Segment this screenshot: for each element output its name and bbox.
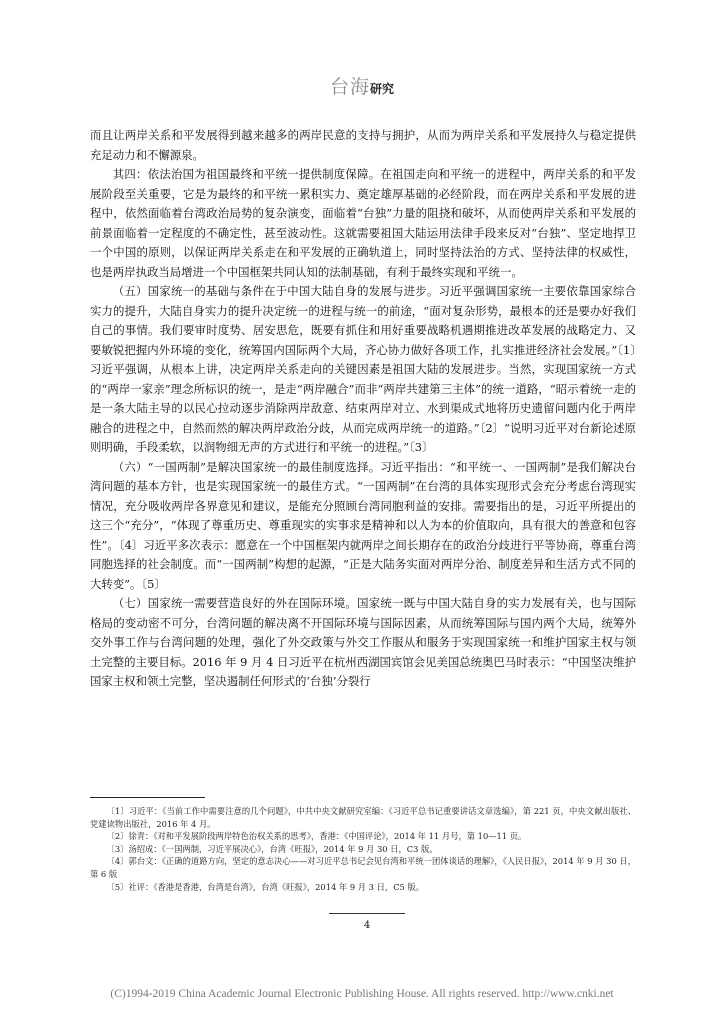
footnote-5: 〔5〕社评：《香港是香港，台湾是台湾》，台湾《旺报》，2014 年 9 月 3 日，C5 版。 bbox=[106, 881, 425, 892]
journal-header bbox=[0, 72, 724, 99]
footnote-divider bbox=[90, 797, 205, 798]
article-body bbox=[90, 126, 636, 692]
paragraph-continuation: 而且让两岸关系和平发展得到越来越多的两岸民意的支持与拥护，从而为两岸关系和平发展持久与稳定提供充足动力和不懈源泉。 bbox=[90, 128, 636, 162]
logo-text-taihai: 台海 bbox=[329, 76, 370, 98]
copyright-notice: (C)1994-2019 China Academic Journal Electronic Publishing House. All rights reserved. http://www.cnki.net bbox=[110, 988, 614, 1000]
page-number-divider bbox=[329, 913, 405, 914]
page-number: 4 bbox=[363, 920, 371, 931]
paragraph-point-four: 其四：依法治国为祖国最终和平统一提供制度保障。在祖国走向和平统一的进程中，两岸关系的和平发展阶段至关重要，它是为最终的和平统一累积实力、奠定雄厚基础的必经阶段，而在两岸关系和平发展的进程中，依然面临着台湾政治局势的复杂演变，面临着“台独”力量的阻挠和破坏，从而使两岸关系和平发展的前景面临着一定程度的不确定性，甚至波动性。这就需要祖国大陆运用法律手段来反对“台独”、坚定地捍卫一个中国的原则，以保证两岸关系走在和平发展的正确轨道上，同时坚持法治的方式、坚持法律的权威性，也是两岸执政当局增进一个中国框架共同认知的法制基础，有利于最终实现和平统一。 bbox=[90, 167, 636, 279]
footnotes bbox=[90, 805, 636, 893]
footnote-4: 〔4〕郭台文：《正确的道路方向，坚定的意志决心——对习近平总书记会见台湾和平统一团体谈话的理解》，《人民日报》，2014 年 9 月 30 日，第 6 版 bbox=[90, 856, 636, 879]
journal-logo bbox=[330, 72, 394, 99]
footnote-1: 〔1〕习近平：《当前工作中需要注意的几个问题》，中共中央文献研究室编：《习近平总书记重要讲话文章选编》，第 221 页，中央文献出版社、党建读物出版社，2016 年 4 月。 bbox=[90, 806, 636, 829]
paragraph-section-six: （六）“一国两制”是解决国家统一的最佳制度选择。习近平指出：“和平统一、一国两制”是我们解决台湾问题的基本方针，也是实现国家统一的最佳方式。“一国两制”在台湾的具体实现形式会充分考虑台湾现实情况，充分吸收两岸各界意见和建议，是能充分照顾台湾同胞利益的安排。需要指出的是，习近平所提出的这三个“充分”，“体现了尊重历史、尊重现实的实事求是精神和以人为本的价值取向，具有很大的善意和包容性”。〔4〕习近平多次表示：愿意在一个中国框架内就两岸之间长期存在的政治分歧进行平等协商，尊重台湾同胞选择的社会制度。而“一国两制”构想的起源，“正是大陆务实面对两岸分治、制度差异和生活方式不同的大转变”。〔5〕 bbox=[90, 459, 636, 591]
footnote-2: 〔2〕徐青：《对和平发展阶段两岸特色治权关系的思考》，香港：《中国评论》，2014 年 11 月号，第 10—11 页。 bbox=[106, 831, 527, 842]
paragraph-section-seven: （七）国家统一需要营造良好的外在国际环境。国家统一既与中国大陆自身的实力发展有关，也与国际格局的变动密不可分，台湾问题的解决离不开国际环境与国际因素，从而统筹国际与国内两个大局，统筹外交外事工作与台湾问题的处理，强化了外交政策与外交工作服从和服务于实现国家统一和维护国家主权与领土完整的主要目标。2016 年 9 月 4 日习近平在杭州西湖国宾馆会见美国总统奥巴马时表示：“中国坚决维护国家主权和领土完整，坚决遏制任何形式的‘台独’分裂行 bbox=[90, 596, 636, 688]
logo-text-yanjiu: 研究 bbox=[370, 82, 395, 96]
footnote-3: 〔3〕汤绍成：《一国两制，习近平展决心》，台湾《旺报》，2014 年 9 月 30 日，C3 版。 bbox=[106, 843, 438, 854]
paragraph-section-five: （五）国家统一的基础与条件在于中国大陆自身的发展与进步。习近平强调国家统一主要依靠国家综合实力的提升，大陆自身实力的提升决定统一的进程与统一的前途，“面对复杂形势，最根本的还是要办好我们自己的事情。我们要审时度势、居安思危，既要有抓住和用好重要战略机遇期推进改革发展的战略定力、又要敏锐把握内外环境的变化，统筹国内国际两个大局，齐心协力做好各项工作，扎实推进经济社会发展。”〔1〕习近平强调，从根本上讲，决定两岸关系走向的关键因素是祖国大陆的发展进步。当然，实现国家统一方式的“两岸一家亲”理念所标识的统一，是走“两岸融合”而非“两岸共建第三主体”的统一道路，“昭示着统一走的是一条大陆主导的以民心拉动逐步消除两岸敌意、结束两岸对立、水到渠成式地将历史遗留问题内化于两岸融合的进程之中，自然而然的解决两岸政治分歧，从而完成两岸统一的道路。”〔2〕“说明习近平对台新论述原则明确，手段柔软，以润物细无声的方式进行和平统一的进程。”〔3〕 bbox=[90, 284, 636, 454]
